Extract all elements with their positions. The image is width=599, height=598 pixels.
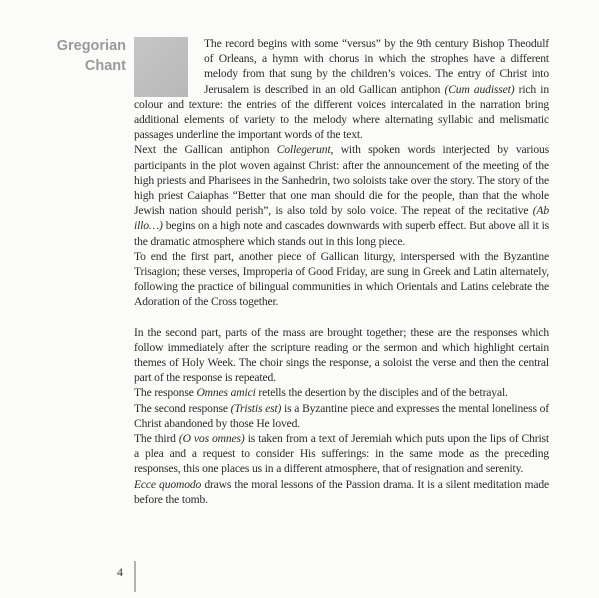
text-run: The record begins with some “versus” by the 9th century Bishop Theodulf of Orleans, a hymn with chorus in which the strophes have a different melody from that sung by the children’s voices. The entry of Christ into Jerusalem is described in an old Gallican antiphon: [204, 37, 549, 96]
text-run: begins on a high note and cascades downwards with superb effect. But above all it is the dramatic atmosphere which stands out in this long piece.: [134, 219, 549, 248]
italic-title: (Cum audisset): [444, 82, 515, 96]
text-run: draws the moral lessons of the Passion drama. It is a silent meditation made before the tomb.: [134, 477, 549, 506]
body-text: [134, 36, 549, 507]
italic-title: (O vos omnes): [178, 432, 245, 446]
paragraph: [134, 142, 549, 248]
text-run: To end the first part, another piece of Gallican liturgy, interspersed with the Byzantine Trisagion; these verses, Improperia of Good Friday, are sung in Greek and Latin alternately, following the practice of bilingual communities in which Orientals and Latins celebrate the Adoration of the Cross together.: [134, 249, 549, 309]
page-number: 4: [117, 565, 123, 579]
italic-title: Collegerunt: [276, 143, 331, 157]
text-run: In the second part, parts of the mass are brought together; these are the responses which follow immediately after the scripture reading or the sermon and which highlight certain themes of Holy Week. The choir sings the response, a soloist the verse and then the central part of the response is repeated.: [134, 325, 549, 385]
text-run: is taken from a text of Jeremiah which puts upon the lips of Christ a plea and a request to consider His sufferings: in the same mode as the preceding responses, this one places us in a different atmosphere, that of resignation and serenity.: [134, 432, 549, 476]
italic-title: (Tristis est): [230, 401, 282, 415]
section-title-line1: Gregorian: [56, 38, 126, 54]
float-spacer: [134, 36, 204, 96]
text-run: rich in colour and texture: the entries of the different voices intercalated in the narration bring additional elements of variety to the melody where alternating syllabic and melismatic passages underline the important words of the text.: [134, 82, 550, 142]
italic-title: Ecce quomodo: [134, 477, 202, 491]
text-run: The second response: [134, 401, 231, 415]
paragraph: [134, 325, 549, 386]
paragraph: [134, 249, 549, 310]
text-run: The response: [134, 386, 197, 400]
section-title-line2: Chant: [84, 58, 126, 74]
text-run: Next the Gallican antiphon: [134, 143, 277, 157]
paragraph: [134, 477, 549, 507]
paragraph: [134, 385, 549, 400]
paragraph: [134, 401, 549, 431]
italic-title: Omnes amici: [196, 386, 256, 400]
text-run: retells the desertion by the disciples and of the betrayal.: [255, 386, 508, 400]
text-run: , with spoken words interjected by various participants in the plot woven against Christ: after the announcement of the meeting of the high priests and Pharisees in the Sanhedrin, two soloists take over the story. The story of the high priest Caiaphas “Better that one man should die for the people, than that the whole Jewish nation should perish”, is also told by solo voice. The repeat of the recitative: [134, 143, 549, 218]
section-title: [42, 36, 126, 76]
page-number-rule: [134, 561, 136, 592]
italic-title: (Ab illo…): [134, 204, 549, 233]
paragraph: [134, 431, 549, 477]
text-run: is a Byzantine piece and expresses the mental loneliness of Christ abandoned by those He loved.: [134, 401, 549, 430]
text-run: The third: [134, 432, 179, 446]
